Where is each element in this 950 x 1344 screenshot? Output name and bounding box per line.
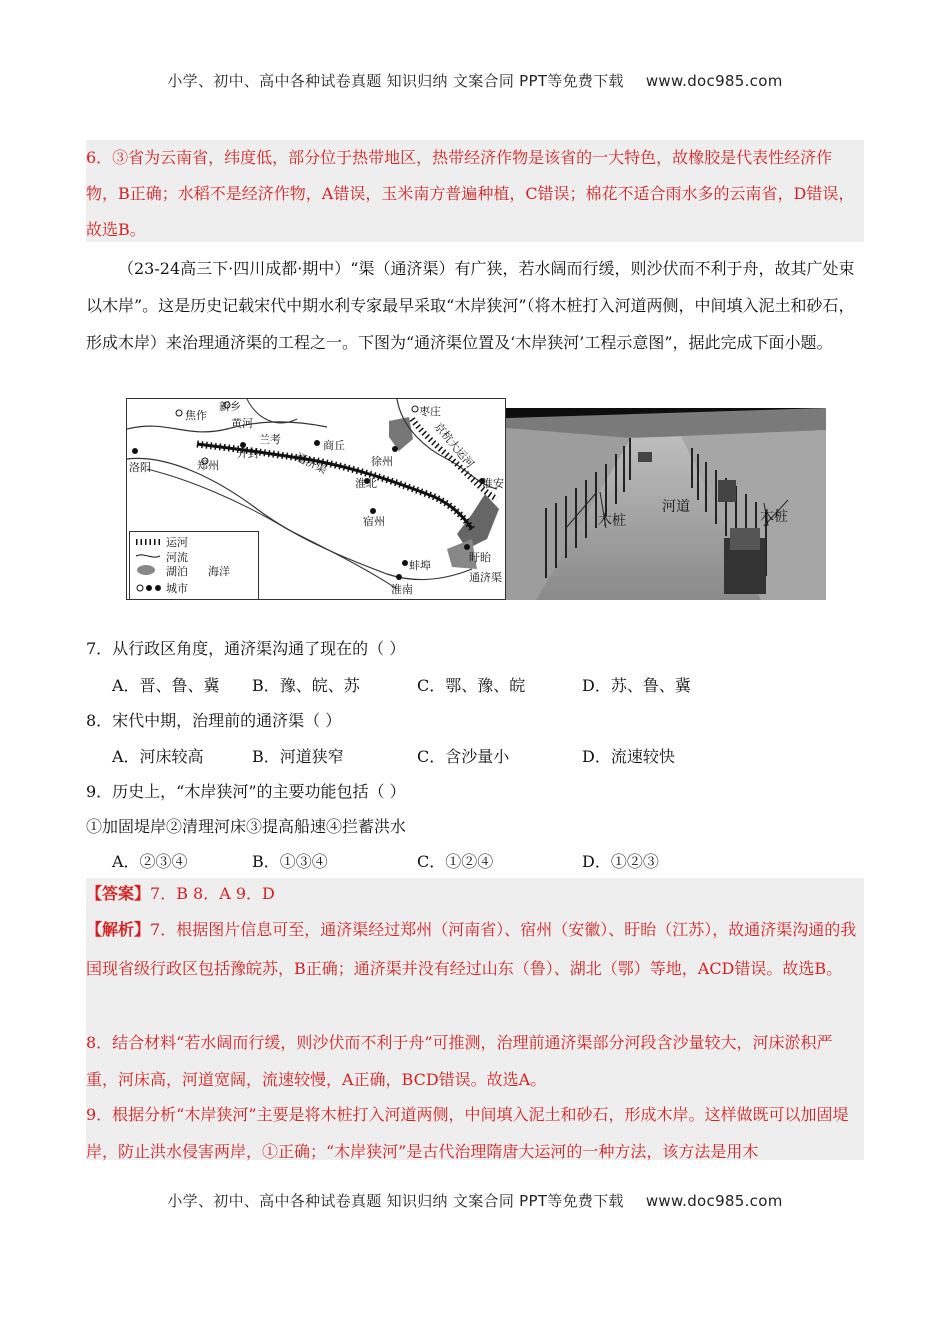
intro-paragraph: （23-24高三下·四川成都·期中）“渠（通济渠）有广狭，若水阔而行缓，则沙伏而不利于舟，故其广处束以木岸”。这是历史记载宋代中期水利专家最早采取“木岸狭河”（将木桩打入河道两侧，中间填入泥土和砂石，形成木岸）来治理通济渠的工程之一。下图为“通济渠位置及‘木岸狭河’工程示意图”，据此完成下面小题。 — [86, 259, 855, 352]
option[interactable]: D．流速较快 — [582, 747, 675, 766]
footer-text: 小学、初中、高中各种试卷真题 知识归纳 文案合同 PPT等免费下载 — [167, 1192, 624, 1210]
option[interactable]: B．①③④ — [252, 852, 328, 871]
pile-right-label: 木桩 — [760, 509, 788, 525]
map-label: 新乡 — [219, 400, 241, 413]
page-footer — [0, 1190, 950, 1211]
question-8-stem: 8．宋代中期，治理前的通济渠（ ） — [86, 711, 342, 730]
map-label: 淮安 — [482, 477, 504, 490]
analysis-7-text: 7．根据图片信息可至，通济渠经过郑州（河南省）、宿州（安徽）、盱眙（江苏），故通济渠沟通的我国现省级行政区包括豫皖苏，B正确；通济渠并没有经过山东（鲁）、湖北（鄂）等地，ACD错误。故选B。 — [86, 920, 857, 978]
map-label: 通济渠 — [293, 450, 329, 477]
option[interactable]: A．晋、鲁、冀 — [112, 676, 220, 695]
wooden-bank-illustration — [506, 408, 826, 600]
map-label: 淮南 — [391, 583, 413, 596]
footer-url[interactable]: www.doc985.com — [645, 1192, 783, 1210]
option[interactable]: A．河床较高 — [112, 747, 204, 766]
map-label: 焦作 — [185, 409, 207, 422]
map-label: 枣庄 — [419, 405, 441, 418]
header-text: 小学、初中、高中各种试卷真题 知识归纳 文案合同 PPT等免费下载 — [167, 72, 624, 90]
pile-left-label: 木桩 — [598, 513, 626, 529]
option[interactable]: A．②③④ — [112, 852, 188, 871]
question-7-stem: 7．从行政区角度，通济渠沟通了现在的（ ） — [86, 639, 406, 658]
map-label: 洛阳 — [129, 461, 151, 474]
legend-canal: 运河 — [166, 536, 188, 549]
answer-text: 7．B 8．A 9．D — [150, 884, 275, 903]
option[interactable]: B．豫、皖、苏 — [252, 676, 360, 695]
map-label: 盱眙 — [469, 551, 491, 564]
map-label: 郑州 — [197, 459, 219, 472]
river-label: 河道 — [662, 499, 690, 515]
page-header — [0, 70, 950, 91]
map-label: 开封 — [237, 447, 259, 460]
answer-line — [86, 878, 864, 910]
map-label: 徐州 — [371, 455, 393, 468]
analysis-7 — [86, 910, 864, 988]
map-label: 宿州 — [363, 515, 385, 528]
option[interactable]: D．①②③ — [582, 852, 659, 871]
option[interactable]: C．含沙量小 — [417, 747, 510, 766]
answer-tag: 【答案】 — [86, 884, 151, 903]
map-label: 淮北 — [355, 477, 377, 490]
question-9-stem: 9．历史上，“木岸狭河”的主要功能包括（ ） — [86, 782, 406, 801]
option[interactable]: B．河道狭窄 — [252, 747, 344, 766]
option[interactable]: C．鄂、豫、皖 — [417, 676, 526, 695]
legend-lake: 湖泊 — [166, 565, 188, 578]
header-url[interactable]: www.doc985.com — [645, 72, 783, 90]
legend-river: 河流 — [166, 551, 188, 564]
q6-analysis: 6．③省为云南省，纬度低，部分位于热带地区，热带经济作物是该省的一大特色，故橡胶是代表性经济作物，B正确；水稻不是经济作物，A错误，玉米南方普遍种植，C错误；棉花不适合雨水多的云南省，D错误，故选B。 — [86, 140, 864, 242]
map-legend — [129, 531, 259, 600]
analysis-8: 8．结合材料“若水阔而行缓，则沙伏而不利于舟”可推测，治理前通济渠部分河段含沙量较大，河床淤积严重，河床高，河道宽阔，流速较慢，A正确，BCD错误。故选A。 — [86, 1033, 833, 1089]
map-label: 兰考 — [259, 433, 281, 446]
legend-sea: 海洋 — [208, 565, 230, 578]
analysis-tag: 【解析】 — [86, 920, 151, 939]
legend-city: 城市 — [166, 582, 188, 595]
map-label: 蚌埠 — [409, 559, 431, 572]
option[interactable]: C．①②④ — [417, 852, 494, 871]
option[interactable]: D．苏、鲁、冀 — [582, 676, 691, 695]
map-label: 黄河 — [231, 417, 253, 430]
analysis-9: 9．根据分析“木岸狭河”主要是将木桩打入河道两侧，中间填入泥土和砂石，形成木岸。这样做既可以加固堤岸，防止洪水侵害两岸，①正确；“木岸狭河”是古代治理隋唐大运河的一种方法，该方法是用木 — [86, 1105, 849, 1161]
map-label: 通济渠 — [469, 571, 502, 584]
figure — [126, 398, 826, 600]
question-9-statements: ①加固堤岸②清理河床③提高船速④拦蓄洪水 — [86, 817, 407, 836]
map-label: 京杭大运河 — [431, 420, 477, 471]
map-label: 商丘 — [323, 439, 345, 452]
tongji-canal-map — [126, 398, 506, 600]
